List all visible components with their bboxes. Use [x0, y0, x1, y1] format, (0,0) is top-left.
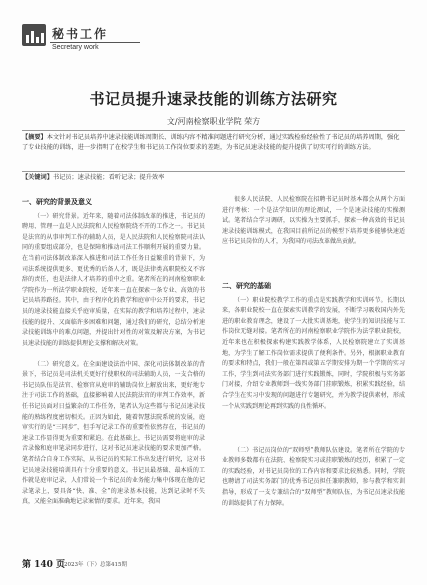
paragraph: （二）研究意义。在全面建设法治中国、深化司法体制改革的背景下，书记员是司法机关更好行使职权的司法辅助人员，一支合格的书记员队伍是法官、检察官从庭审的辅助岗位上解放出来，更好地专注于司法工作的基础，直接影响着人民法院法官的审判工作效率，新任书记员面对日益繁杂的工作任务，笔者认为这些都与书记员速录技能的熟练程度密切相关。正因为如此，随着智慧法院系统的发展，庭审实行的是“三同步”，但手写记录工作的重要性依然存在，书记员的速录工作显得更为重要和紧迫。在此基础上，书记员需要将庭审的录音录像和庭审笔录同步进行，这对书记员速录技能的要求更加严格。笔者结合自身工作实际，从书记员的实际工作出发进行研究，这对书记员速录技能培训具有十分重要的意义。书记员最基础、最本质的工作就是庭审记录，人们常说一个书记员的业务能力集中体现在他的记录笔录上，要具备“快、准、全”的速录基本技能，达到记录时不失真，又能全面准确地记录案情的要求。近年来，我国 [22, 360, 205, 506]
paragraph: （一）研究背景。近年来，随着司法体制改革的推进，书记员的聘用、管理一直是人民法院和人民检察院绕不开的工作之一。书记员是法官的从事审判工作的辅助人员，是人民法院和人民检察院司法认同的重要组成部分，也是保障和推动司法工作顺利开展的重要力量。在当前司法体制改革深入推进和司法工作任务日益繁重的背景下，为司法系统提供更多、更优秀的后备人才，既是法律类高职院校义不容辞的责任，也是法律人才培养的重中之重。笔者所在的河南检察职业学院作为一所法学职业院校，近年来一直在探索一条专业、高效的书记员培养路径。其中，由于程序化的教学和庭审中公开的要求，书记员的速录技能直接关乎庭审质量，在实际的教学和培养过程中，速录技能的提升、又面临许多困难和问题，通过我们的研究，总结分析速录技能训练中的难点问题，并提出针对性的对策及解决方案，为书记员速录技能的训练提供理论支撑和解决对策。 [22, 212, 205, 347]
article-author: 文/河南检察职业学院 荣方 [166, 117, 261, 126]
left-column [22, 195, 205, 556]
section-heading: 二、研究的基础 [222, 281, 271, 290]
column-subtitle: Secretary work [52, 44, 99, 51]
article-title: 书记员提升速录技能的训练方法研究 [89, 90, 338, 108]
column-divider [50, 42, 140, 43]
section-heading: 一、研究的背景及意义 [22, 197, 92, 206]
paragraph: 很多人民法院、人民检察院在招聘书记员时基本都会从两个方面进行考核：一个是法学知识的理论测试，一个是速录技能的实操测试。笔者结合学习调研，以实操为主要抓手，探索一种高效的书记员速录技能训练模式，在我国目前所记员的模型下培养更多能够快速适应书记员岗位的人才，为我国的司法改革做出贡献。 [222, 196, 405, 246]
abstract-text: 本文针对书记员培养中速录技能训练周期长、训练内容不精准问题进行研究分析，通过实践检验经验性了书记员的培养周期，强化了专业技能的训练，进一步指明了在校学生和书记员工作岗位要求的差距，为书记员速录技能的提升提供了切实可行的训练方法。 [22, 134, 400, 151]
abstract-label: 【摘要】 [22, 134, 47, 141]
keywords [22, 172, 405, 181]
abstract [22, 130, 405, 172]
column-logo-icon [22, 24, 46, 46]
paragraph: （二）书记员岗位的“双师型”教师队伍建设。笔者所在学院的专业教师多数都有在法院、检察院实习或挂职锻炼的经历，积累了一定的实践经验，对书记员岗位的工作内容和要求比较熟悉。同时，学院也聘请了司法实务部门的优秀书记员担任兼职教师，参与教学和实训指导，形成了一支专兼结合的“双师型”教师队伍，为书记员速录技能的训练提供了有力保障。 [222, 446, 405, 507]
keywords-text: 书记员；速录技能；看听记录；提升效率 [52, 174, 165, 181]
right-column [222, 195, 405, 552]
issue-info: 2023年（下）总第415期 [64, 562, 127, 568]
page-footer [22, 553, 405, 573]
page-number: 第 140 页 [22, 560, 66, 570]
column-title: 秘书工作 [52, 27, 109, 41]
keywords-label: 【关键词】 [22, 174, 53, 181]
paragraph: （一）职业院校教学工作的重点是实践教学和实训环节。长期以来，各职业院校一直在探索实训教学的发展，不断学习吸收国内外先进的职业教育理念，建设了一大批实训基地，使学生的知识技能与工作岗位无缝对接。笔者所在的河南检察职业学院作为法学职业院校，近年来也在积极探索构建实践教学体系，人民检察院建立了实训基地，为学生了解工作岗位需求提供了便利条件。另外，根据职业教育的要求和特点，我们一般在第四或第五学期安排为期一个学期的实习工作，学生到司法实务部门进行实践锻炼，同时，学院积极与实务部门对接，介绍专业教师到一线实务部门挂职锻炼，积累实践经验，结合学生在实习中发现的问题进行专题研究，并为教学提供素材，形成一个从实践到理论再到实践的良性循环。 [222, 296, 405, 410]
